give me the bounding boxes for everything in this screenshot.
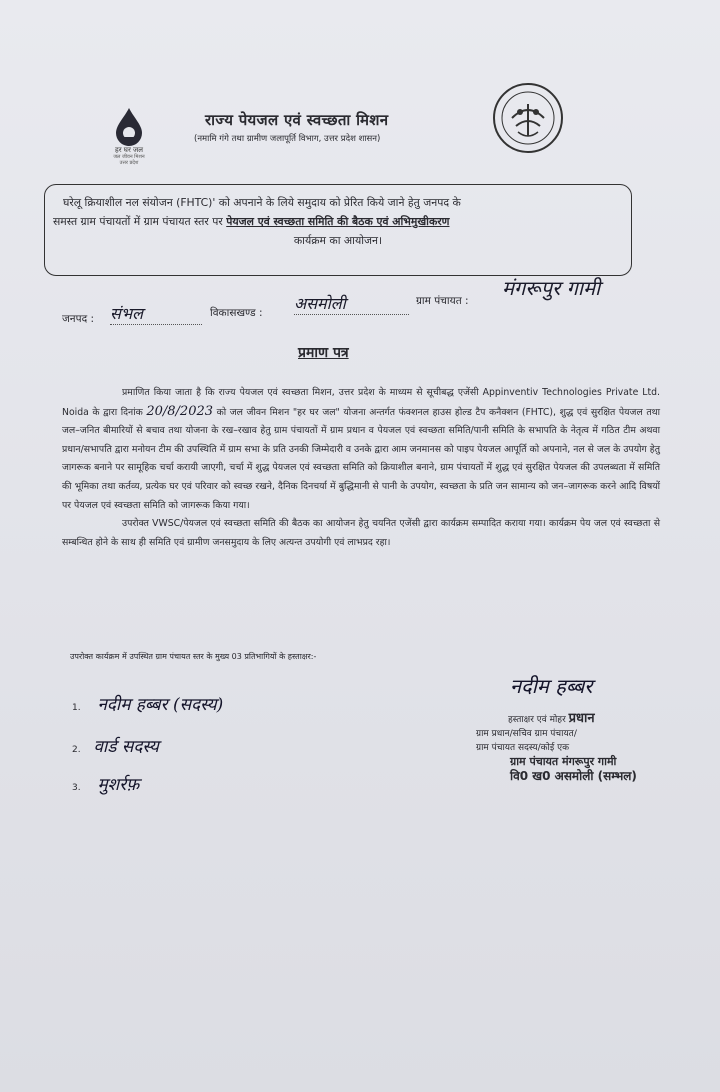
stamp-panchayat: ग्राम पंचायत मंगरूपुर गामी (510, 755, 617, 768)
notice-line-2-text: समस्त ग्राम पंचायतों में ग्राम पंचायत स्तर पर (53, 215, 227, 228)
notice-highlight: पेयजल एवं स्वच्छता समिति की बैठक एवं अभिमुखीकरण (226, 215, 450, 228)
participant-row (72, 692, 223, 715)
stamp-pradhan: प्रधान (568, 711, 595, 726)
stamp-block: वि0 ख0 असमोली (सम्भल) (510, 769, 637, 783)
up-government-emblem (492, 82, 564, 158)
certificate-title: प्रमाण पत्र (298, 345, 349, 361)
participants-heading: उपरोक्त कार्यक्रम में उपस्थित ग्राम पंचायत स्तर के मुख्य 03 प्रतिभागियों के हस्ताक्षर:- (70, 652, 317, 661)
participant-signature: नदीम हब्बर (सदस्य) (97, 695, 224, 715)
logo-caption: हर घर जल (115, 146, 143, 154)
signatory-block (470, 712, 690, 783)
participant-number: 2. (72, 745, 81, 755)
paragraph-1-rest: को जल जीवन मिशन "हर घर जल" योजना अन्तर्गत फंक्शनल हाउस होल्ड टैप कनैक्शन (FHTC), शुद्ध एवं सुरक्षित पेयजल तथा जल–जनित बीमारियों से बचाव तथा योजना के रख–रखाव हेतु ग्राम पंचायतों में ग्राम प्रधान व पेयजल एवं स्वच्छता समिति/पानी समिति के सभापति के नेतृत्व में गठित टीम अथवा प्रधान/सभापति द्वारा मनोयन टीम की उपस्थिति में ग्राम सभा के प्रति उनकी जिम्मेदारी व उनके द्वारा आम जनमानस को पाइप पेयजल आपूर्ति को अपनाने, नल से जल के उपयोग हेतु जागरूक बनाने पर सामूहिक चर्चा करायी जाएगी, चर्चा में शुद्ध पेयजल एवं स्वच्छता समिति को क्रियाशील बनाने, ग्राम पंचायतों में शुद्ध एवं सुरक्षित पेयजल की उपलब्धता में समिति की भूमिका तथा कर्तव्य, प्रत्येक घर एवं परिवार को स्वच्छ रखने, दैनिक दिनचर्या में बुद्धिमानी से पानी के उपयोग, स्वच्छता के प्रति जन सामान्य को जन–जागरूक करने आदि विषयों पर पेयजल एवं स्वच्छता समिति को जागरूक किया गया। (62, 406, 660, 511)
vikaskhand-label: विकासखण्ड : (210, 307, 263, 319)
gram-panchayat-label: ग्राम पंचायत : (416, 295, 469, 307)
designation-line-2: ग्राम पंचायत सदस्य/कोई एक (476, 743, 570, 753)
location-fields (62, 276, 662, 330)
participant-number: 1. (72, 703, 81, 713)
emblem-seal-icon (492, 82, 564, 154)
jal-jeevan-mission-logo (104, 106, 154, 166)
page-subtitle: (नमामि गंगे तथा ग्रामीण जलापूर्ति विभाग, उत्तर प्रदेश शासन) (194, 134, 381, 144)
certificate-body (62, 384, 660, 552)
logo-caption-state: उत्तर प्रदेश (119, 160, 139, 166)
notice-box (44, 184, 632, 276)
paragraph-1-start: प्रमाणित किया जाता है कि राज्य पेयजल एवं स्वच्छता मिशन, उत्तर प्रदेश के माध्यम से सूचीबद्ध एजेंसी Appinventiv Technologies Private Ltd. Noida के द्वारा दिनांक (62, 387, 660, 418)
logo-caption-sub: जल जीवन मिशन (113, 154, 145, 160)
water-drop-icon (112, 106, 146, 146)
pradhan-signature: नदीम हब्बर (510, 674, 593, 698)
participant-signature: वार्ड सदस्य (93, 737, 159, 757)
sign-label (470, 712, 690, 727)
participant-signature: मुशर्रफ़ (97, 775, 140, 795)
participant-row (72, 772, 139, 795)
page-title: राज्य पेयजल एवं स्वच्छता मिशन (205, 111, 389, 129)
janpad-label: जनपद : (62, 313, 95, 325)
participant-row (72, 734, 159, 757)
vikaskhand-value: असमोली (294, 292, 409, 315)
notice-line-3: कार्यक्रम का आयोजन। (293, 234, 383, 247)
designation-line-1: ग्राम प्रधान/सचिव ग्राम पंचायत/ (476, 729, 577, 739)
janpad-value: संभल (110, 302, 202, 325)
notice-line-1: घरेलू क्रियाशील नल संयोजन (FHTC)' को अपनाने के लिये समुदाय को प्रेरित किये जाने हेतु जनपद के (63, 196, 461, 209)
program-date: 20/8/2023 (146, 403, 214, 419)
sign-label-text: हस्ताक्षर एवं मोहर (508, 715, 566, 725)
certificate-paragraph-2: उपरोक्त VWSC/पेयजल एवं स्वच्छता समिति की बैठक का आयोजन हेतु चयनित एजेंसी द्वारा कार्यक्रम सम्पादित कराया गया। कार्यक्रम पेय जल एवं स्वच्छता से सम्बन्धित होने के साथ ही समिति एवं ग्रामीण जनसमुदाय के लिए अत्यन्त उपयोगी एवं लाभप्रद रहा। (62, 518, 660, 548)
participant-number: 3. (72, 783, 81, 793)
gram-panchayat-value: मंगरूपुर गामी (502, 276, 601, 300)
notice-line-2 (53, 212, 623, 231)
certificate-paragraph-1 (62, 384, 660, 515)
